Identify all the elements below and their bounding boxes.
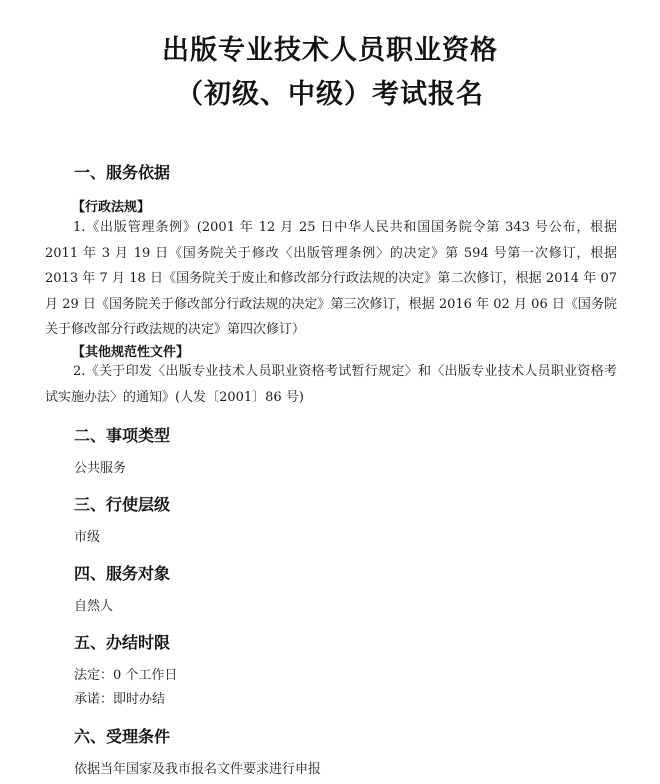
time-limit-legal: 法定：0 个工作日 bbox=[74, 668, 178, 683]
tag-other-normative-documents: 【其他规范性文件】 bbox=[72, 345, 190, 360]
section-heading-time-limit: 五、办结时限 bbox=[74, 633, 171, 652]
document-title-line-2: （初级、中级）考试报名 bbox=[176, 79, 484, 110]
section-heading-service-target: 四、服务对象 bbox=[74, 564, 171, 583]
section-heading-service-basis: 一、服务依据 bbox=[74, 163, 171, 182]
exercise-level-value: 市级 bbox=[74, 530, 101, 545]
section-heading-acceptance-conditions: 六、受理条件 bbox=[74, 727, 171, 746]
regulation-item-2-text: 2.《关于印发〈出版专业技术人员职业资格考试暂行规定〉和〈出版专业技术人员职业资格考试实施办法〉的通知》(人发〔2001〕86 号) bbox=[45, 364, 617, 405]
section-heading-exercise-level: 三、行使层级 bbox=[74, 495, 171, 514]
service-target-value: 自然人 bbox=[74, 599, 114, 614]
tag-administrative-regulations: 【行政法规】 bbox=[72, 200, 151, 215]
acceptance-conditions-value: 依据当年国家及我市报名文件要求进行申报 bbox=[74, 762, 322, 777]
regulation-item-2 bbox=[45, 359, 617, 410]
document-title-line-1: 出版专业技术人员职业资格 bbox=[162, 35, 498, 66]
time-limit-promise: 承诺：即时办结 bbox=[74, 692, 166, 707]
regulation-item-1 bbox=[45, 215, 617, 343]
section-heading-item-type: 二、事项类型 bbox=[74, 426, 171, 445]
item-type-value: 公共服务 bbox=[74, 461, 127, 476]
regulation-item-1-text: 1.《出版管理条例》(2001 年 12 月 25 日中华人民共和国国务院令第 343 号公布，根据 2011 年 3 月 19 日《国务院关于修改〈出版管理条例〉的决定》第 594 号第一次修订，根据 2013 年 7 月 18 日《国务院关于废止和修改部分行政法规的决定》第二次修订，根据 2014 年 07 月 29 日《国务院关于修改部分行政法规的决定》第三次修订，根据 2016 年 02 月 06 日《国务院关于修改部分行政法规的决定》第四次修订） bbox=[45, 220, 617, 337]
